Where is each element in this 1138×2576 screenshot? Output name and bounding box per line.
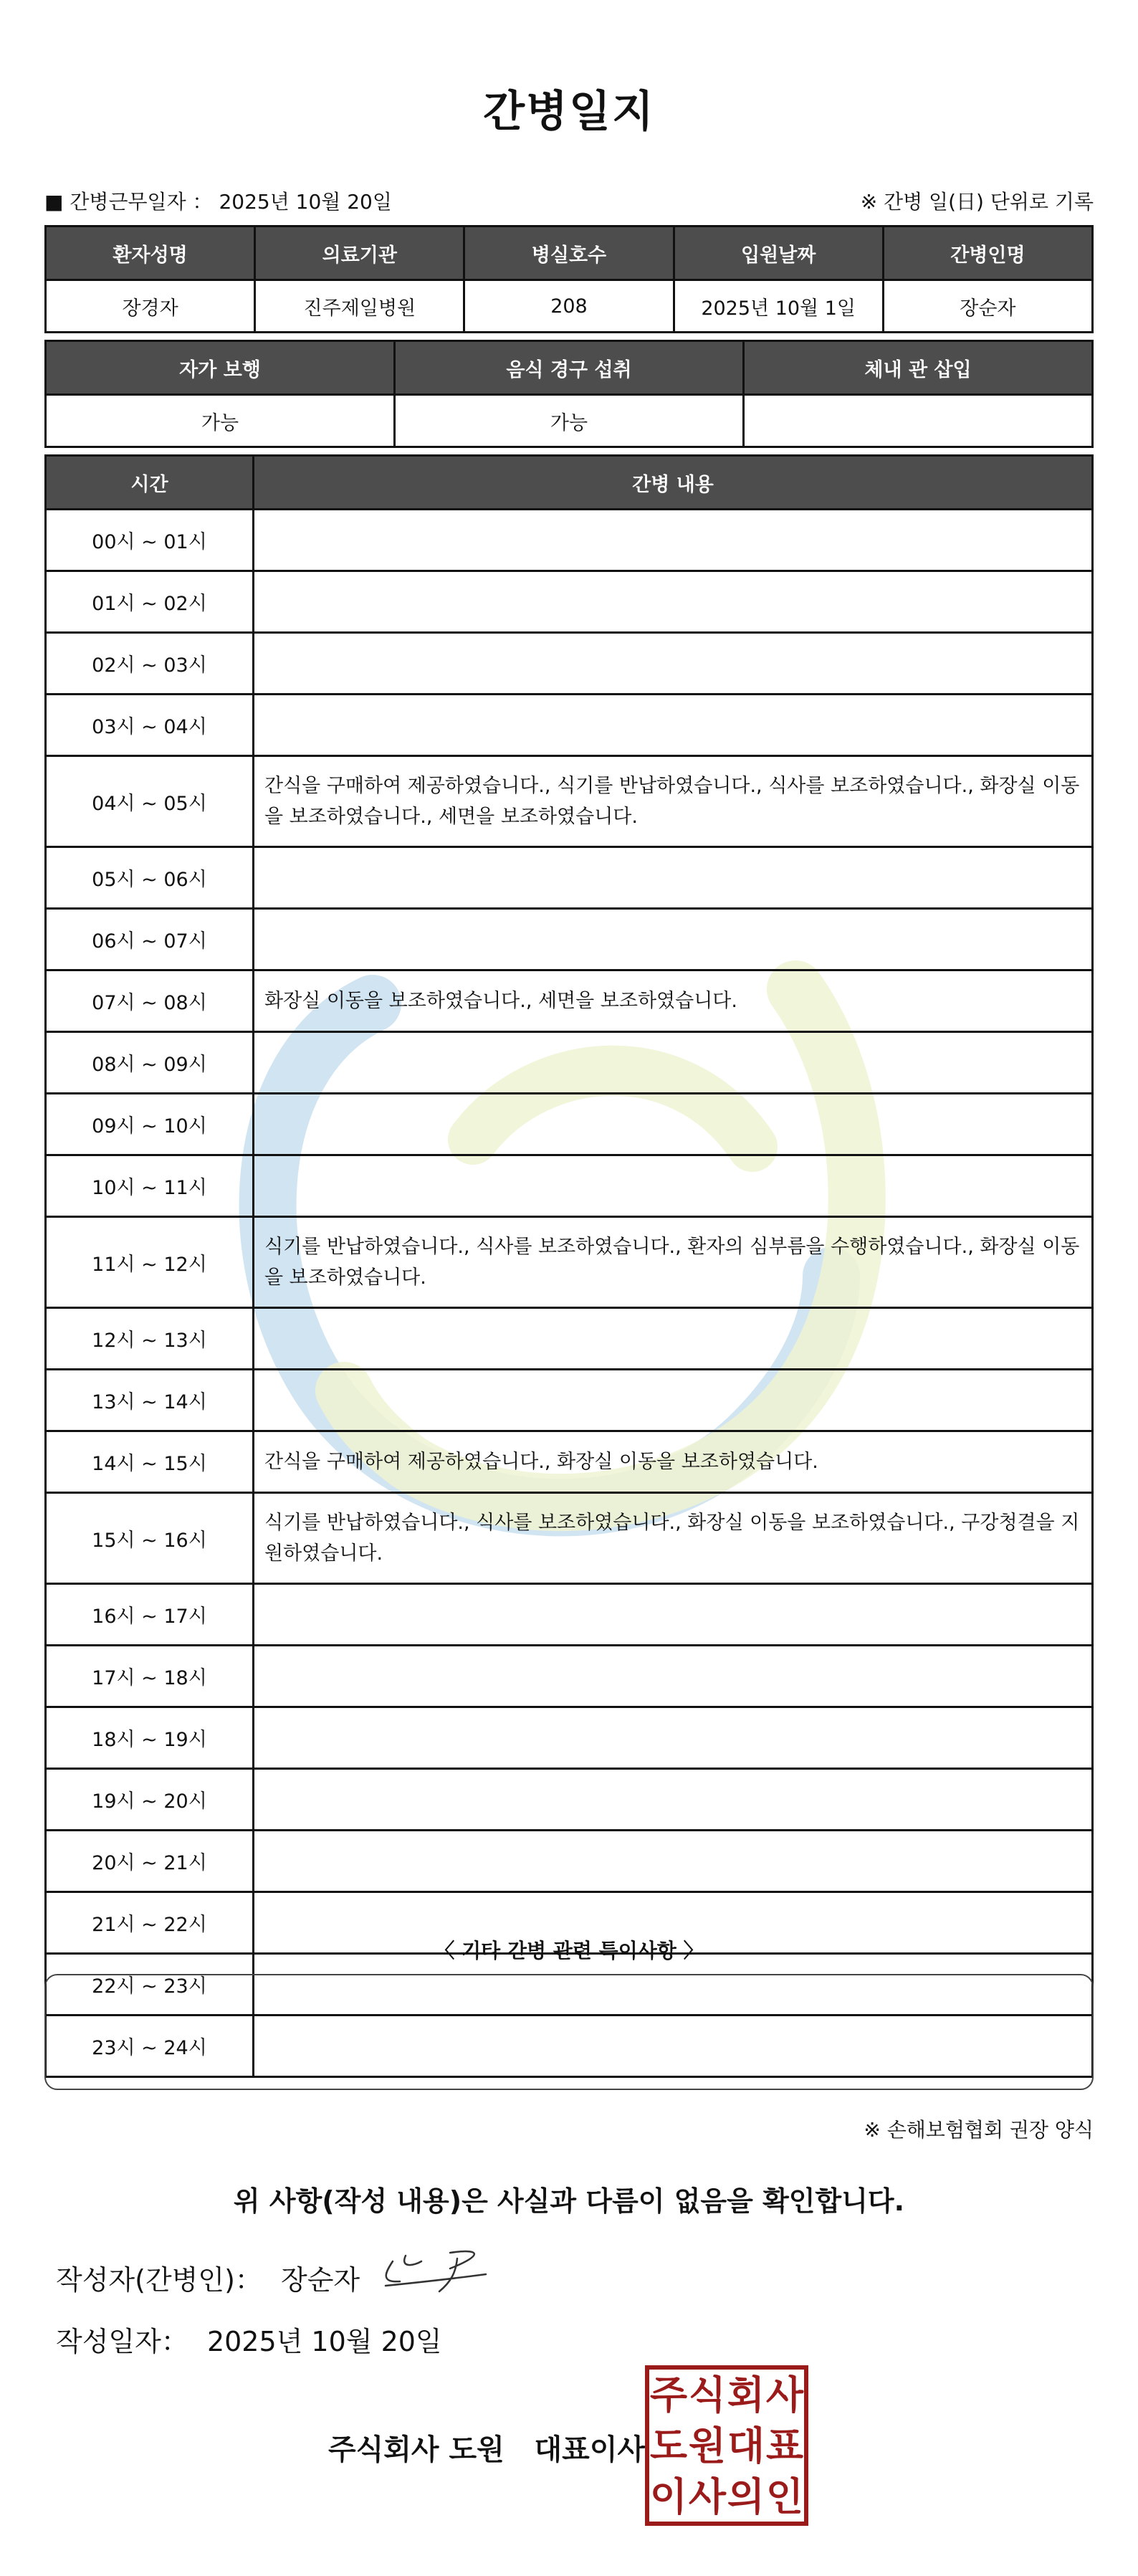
value-patient-name: 장경자	[46, 280, 255, 333]
write-date-label: 작성일자：	[56, 2326, 188, 2357]
log-content	[254, 1308, 1093, 1370]
value-hospital: 진주제일병원	[255, 280, 464, 333]
header-room: 병실호수	[464, 226, 674, 280]
seal-glyph: 이	[649, 2473, 688, 2519]
table-row	[46, 909, 1093, 970]
log-time: 10시 ~ 11시	[46, 1155, 254, 1217]
patient-status-table	[44, 340, 1094, 448]
log-time: 02시 ~ 03시	[46, 633, 254, 695]
log-time: 18시 ~ 19시	[46, 1707, 254, 1769]
table-row	[46, 695, 1093, 756]
log-time: 08시 ~ 09시	[46, 1032, 254, 1094]
log-content	[254, 1831, 1093, 1892]
log-content	[254, 847, 1093, 909]
write-date-value: 2025년 10월 20일	[206, 2326, 442, 2357]
log-content: 식기를 반납하였습니다., 식사를 보조하였습니다., 화장실 이동을 보조하였습니다., 구강청결을 지원하였습니다.	[254, 1493, 1093, 1584]
log-time: 13시 ~ 14시	[46, 1370, 254, 1431]
log-time: 23시 ~ 24시	[46, 2016, 254, 2077]
log-content	[254, 1094, 1093, 1155]
log-time: 17시 ~ 18시	[46, 1646, 254, 1707]
log-content	[254, 909, 1093, 970]
table-row	[46, 1831, 1093, 1892]
log-content	[254, 1769, 1093, 1831]
seal-glyph: 사	[688, 2473, 727, 2519]
log-time: 21시 ~ 22시	[46, 1892, 254, 1954]
seal-glyph: 사	[765, 2372, 804, 2418]
header-oral-intake: 음식 경구 섭취	[395, 341, 744, 395]
log-content	[254, 510, 1093, 571]
log-time: 00시 ~ 01시	[46, 510, 254, 571]
unit-note: ※ 간병 일(日) 단위로 기록	[860, 190, 1094, 214]
seal-glyph: 대	[727, 2422, 765, 2468]
seal-glyph: 인	[765, 2473, 804, 2519]
log-time: 01시 ~ 02시	[46, 571, 254, 633]
writer-name: 장순자	[281, 2264, 360, 2296]
value-caregiver: 장순자	[883, 280, 1092, 333]
log-time: 11시 ~ 12시	[46, 1217, 254, 1308]
table-row	[46, 847, 1093, 909]
header-self-walking: 자가 보행	[46, 341, 395, 395]
log-content	[254, 1370, 1093, 1431]
value-admission-date: 2025년 10월 1일	[674, 280, 883, 333]
seal-glyph: 회	[727, 2372, 765, 2418]
table-row	[46, 1769, 1093, 1831]
log-time: 04시 ~ 05시	[46, 756, 254, 847]
header-care-content: 간병 내용	[254, 456, 1093, 510]
work-date-line: ■ 간병근무일자 ： 2025년 10월 20일	[44, 190, 392, 214]
header-hospital: 의료기관	[255, 226, 464, 280]
value-room: 208	[464, 280, 674, 333]
table-row	[46, 1431, 1093, 1493]
log-time: 22시 ~ 23시	[46, 1954, 254, 2016]
table-row	[46, 1308, 1093, 1370]
log-time: 19시 ~ 20시	[46, 1769, 254, 1831]
other-notes-box	[44, 1974, 1094, 2090]
table-row	[46, 1155, 1093, 1217]
value-oral-intake: 가능	[395, 395, 744, 447]
log-content: 간식을 구매하여 제공하였습니다., 화장실 이동을 보조하였습니다.	[254, 1431, 1093, 1493]
log-time: 05시 ~ 06시	[46, 847, 254, 909]
log-content	[254, 1707, 1093, 1769]
table-row	[46, 1584, 1093, 1646]
table-row	[46, 1707, 1093, 1769]
company-representative: 주식회사 도원 대표이사	[328, 2433, 646, 2466]
value-tube-insertion	[744, 395, 1093, 447]
seal-glyph: 의	[727, 2473, 765, 2519]
table-row	[46, 1094, 1093, 1155]
care-log-table	[44, 454, 1094, 2078]
write-date-line	[56, 2319, 442, 2359]
log-time: 03시 ~ 04시	[46, 695, 254, 756]
header-time: 시간	[46, 456, 254, 510]
company-seal-stamp	[645, 2365, 808, 2526]
table-row	[46, 1493, 1093, 1584]
value-self-walking: 가능	[46, 395, 395, 447]
confirmation-statement: 위 사항(작성 내용)은 사실과 다름이 없음을 확인합니다.	[233, 2185, 905, 2217]
log-time: 12시 ~ 13시	[46, 1308, 254, 1370]
signature	[371, 2240, 500, 2297]
table-row	[46, 1217, 1093, 1308]
header-patient-name: 환자성명	[46, 226, 255, 280]
log-content: 화장실 이동을 보조하였습니다., 세면을 보조하였습니다.	[254, 970, 1093, 1032]
seal-glyph: 식	[688, 2372, 727, 2418]
log-time: 20시 ~ 21시	[46, 1831, 254, 1892]
log-time: 06시 ~ 07시	[46, 909, 254, 970]
table-row	[46, 633, 1093, 695]
log-time: 16시 ~ 17시	[46, 1584, 254, 1646]
log-content	[254, 695, 1093, 756]
table-row	[46, 970, 1093, 1032]
form-source-note: ※ 손해보험협회 권장 양식	[864, 2118, 1094, 2142]
log-time: 15시 ~ 16시	[46, 1493, 254, 1584]
table-row	[46, 756, 1093, 847]
seal-glyph: 도	[649, 2422, 688, 2468]
log-content	[254, 1646, 1093, 1707]
writer-label: 작성자(간병인)：	[56, 2264, 262, 2296]
header-tube-insertion: 체내 관 삽입	[744, 341, 1093, 395]
log-content	[254, 1032, 1093, 1094]
other-notes-title: 〈 기타 간병 관련 특이사항 〉	[434, 1939, 704, 1962]
seal-glyph: 표	[765, 2422, 804, 2468]
table-row	[46, 1370, 1093, 1431]
log-content	[254, 633, 1093, 695]
patient-info-table	[44, 225, 1094, 333]
table-row	[46, 1646, 1093, 1707]
writer-line	[56, 2258, 360, 2297]
log-time: 14시 ~ 15시	[46, 1431, 254, 1493]
table-row	[46, 1032, 1093, 1094]
log-content: 식기를 반납하였습니다., 식사를 보조하였습니다., 환자의 심부름을 수행하였습니다., 화장실 이동을 보조하였습니다.	[254, 1217, 1093, 1308]
table-row	[46, 571, 1093, 633]
seal-glyph: 주	[649, 2372, 688, 2418]
log-content	[254, 1155, 1093, 1217]
document-title: 간병일지	[483, 87, 655, 137]
log-time: 09시 ~ 10시	[46, 1094, 254, 1155]
log-content: 간식을 구매하여 제공하였습니다., 식기를 반납하였습니다., 식사를 보조하였습니다., 화장실 이동을 보조하였습니다., 세면을 보조하였습니다.	[254, 756, 1093, 847]
table-row	[46, 510, 1093, 571]
log-content	[254, 571, 1093, 633]
log-content	[254, 1584, 1093, 1646]
seal-glyph: 원	[688, 2422, 727, 2468]
header-caregiver: 간병인명	[883, 226, 1092, 280]
log-time: 07시 ~ 08시	[46, 970, 254, 1032]
header-admission-date: 입원날짜	[674, 226, 883, 280]
